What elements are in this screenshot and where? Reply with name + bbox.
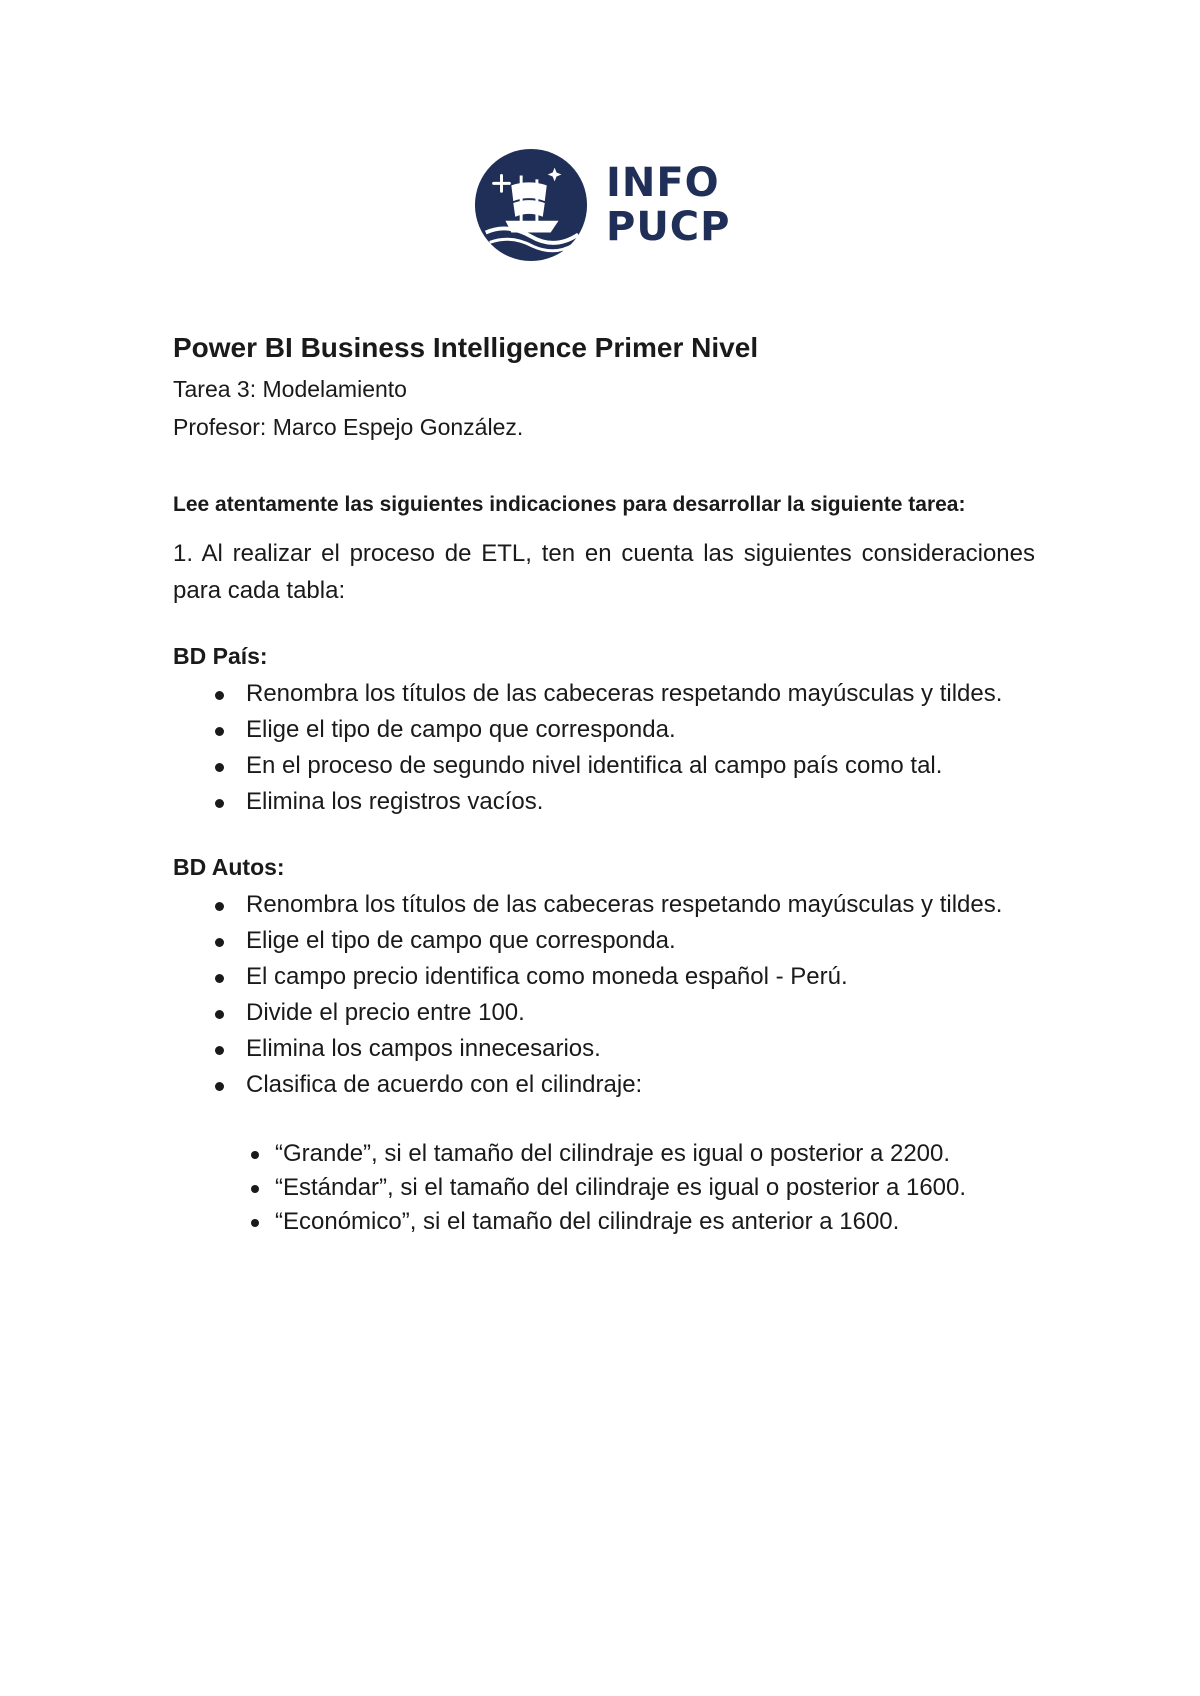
- list-item: Elimina los registros vacíos.: [246, 784, 1035, 820]
- logo-wordmark: [606, 161, 730, 249]
- ship-emblem-icon: [472, 146, 590, 264]
- list-item: El campo precio identifica como moneda español - Perú.: [246, 959, 1035, 995]
- logo-line-pucp: PUCP: [606, 204, 731, 250]
- list-item: Renombra los títulos de las cabeceras respetando mayúsculas y tildes.: [246, 676, 1035, 712]
- list-item: Renombra los títulos de las cabeceras respetando mayúsculas y tildes.: [246, 887, 1035, 923]
- list-item: Clasifica de acuerdo con el cilindraje:: [246, 1067, 1035, 1103]
- list-item: Elige el tipo de campo que corresponda.: [246, 712, 1035, 748]
- section-title-bd-autos: BD Autos:: [173, 854, 285, 880]
- bd-pais-list: [173, 676, 1035, 820]
- list-item: Elimina los campos innecesarios.: [246, 1031, 1035, 1067]
- list-item: Elige el tipo de campo que corresponda.: [246, 923, 1035, 959]
- course-title: Power BI Business Intelligence Primer Nivel: [173, 332, 759, 363]
- bd-autos-list: [173, 887, 1035, 1103]
- cilindraje-classification-list: [173, 1137, 1035, 1239]
- instructions-intro: Lee atentamente las siguientes indicaciones para desarrollar la siguiente tarea:: [173, 493, 966, 516]
- teacher-name: Profesor: Marco Espejo González.: [173, 414, 524, 440]
- info-pucp-logo: [472, 144, 772, 266]
- sub-list-item: “Estándar”, si el tamaño del cilindraje es igual o posterior a 1600.: [275, 1171, 1035, 1205]
- section-title-bd-pais: BD País:: [173, 643, 268, 669]
- task-name: Tarea 3: Modelamiento: [173, 376, 407, 402]
- list-item: En el proceso de segundo nivel identifica al campo país como tal.: [246, 748, 1035, 784]
- sub-list-item: “Económico”, si el tamaño del cilindraje es anterior a 1600.: [275, 1205, 1035, 1239]
- list-item: Divide el precio entre 100.: [246, 995, 1035, 1031]
- step-1: 1. Al realizar el proceso de ETL, ten en cuenta las siguientes consideraciones para cada tabla:: [173, 540, 1035, 604]
- document-content: [173, 326, 1035, 1239]
- logo-line-info: INFO: [606, 160, 720, 206]
- sub-list-item: “Grande”, si el tamaño del cilindraje es igual o posterior a 2200.: [275, 1137, 1035, 1171]
